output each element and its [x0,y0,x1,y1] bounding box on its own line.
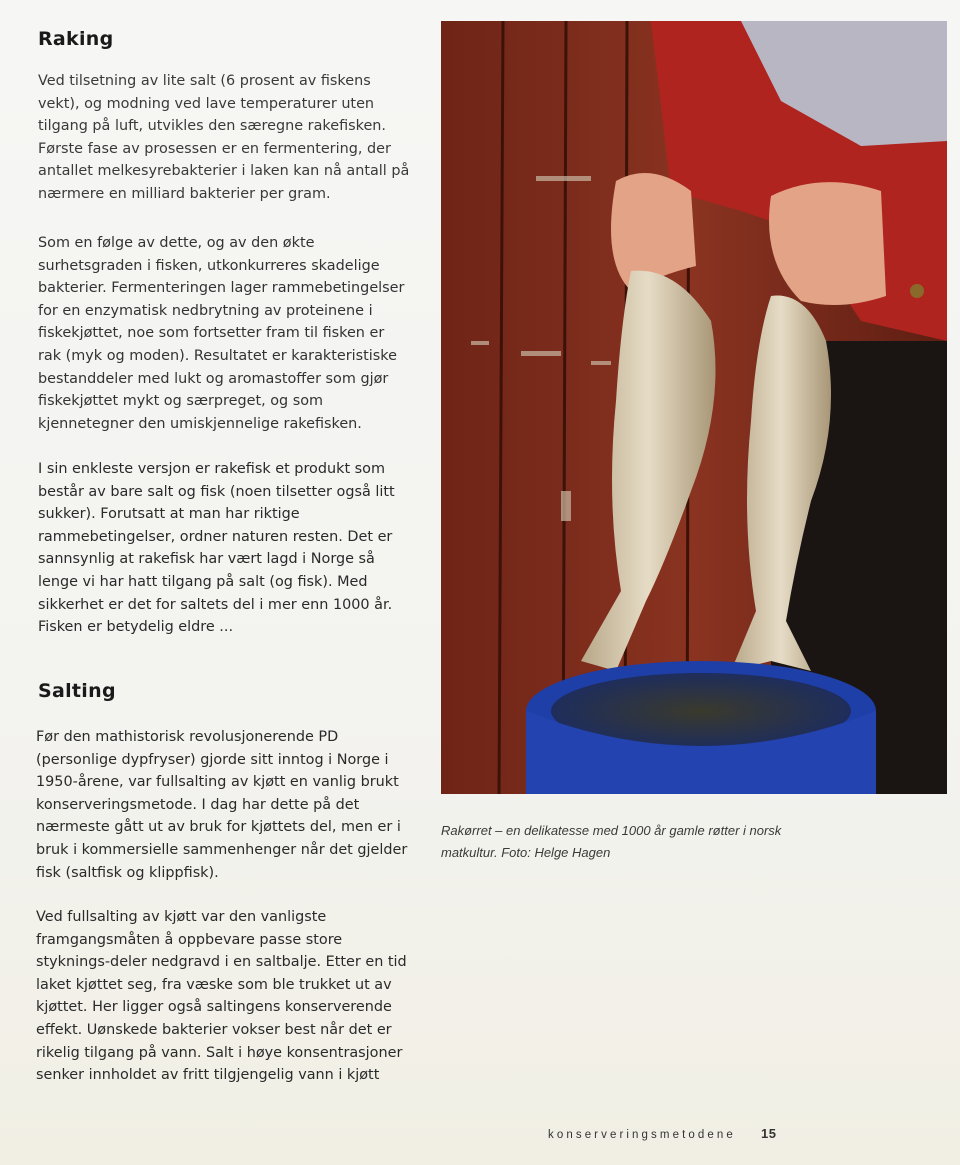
raking-paragraph-3: I sin enkleste versjon er rakefisk et produkt som består av bare salt og fisk (noen tilsetter også litt sukker). Forutsatt at man har riktige rammebetingelser, ordner naturen resten. Det er sannsynlig at rakefisk har vært lagd i Norge så lenge vi har hatt tilgang på salt (og fisk). Med sikkerhet er det for saltets del i mer enn 1000 år. Fisken er betydelig eldre ... [38,461,395,636]
salting-paragraph-1: Før den mathistorisk revolusjonerende PD (personlige dypfryser) gjorde sitt inntog i Norge i 1950-årene, var fullsalting av kjøtt en vanlig brukt konserveringsmetode. I dag har dette på det nærmeste gått ut av bruk for kjøttets del, men er i bruk i kommersielle sammenhenger når det gjelder fisk (saltfisk og klippfisk). [36,729,408,881]
footer-section-name: konserveringsmetodene [548,1129,736,1141]
page-number: 15 [761,1126,777,1141]
page-footer [548,1126,777,1141]
raking-paragraph-2: Som en følge av dette, og av den økte surhetsgraden i fisken, utkonkurreres skadelige bakterier. Fermenteringen lager rammebetingelser for en enzymatisk nedbrytning av proteinene i fiskekjøttet, noe som fortsetter fram til fisken er rak (myk og moden). Resultatet er karakteristiske bestanddeler med lukt og aromastoffer som gjør fiskekjøttet mykt og særpreget, og som kjennetegner den umiskjennelige rakefisken. [38,235,405,432]
photo-rakorret [441,21,947,794]
raking-heading: Raking [38,28,114,50]
salting-paragraph-2: Ved fullsalting av kjøtt var den vanligste framgangsmåten å oppbevare passe store styknings-deler nedgravd i en saltbalje. Etter en tid laket kjøttet seg, fra væske som ble trukket ut av kjøttet. Her ligger også saltingens konserverende effekt. Uønskede bakterier vokser best når det er rikelig tilgang på vann. Salt i høye konsentrasjoner senker innholdet av fritt tilgjengelig vann i kjøtt [36,909,407,1084]
photo-caption: Rakørret – en delikatesse med 1000 år gamle røtter i norsk matkultur. Foto: Helge Hagen [441,823,782,860]
photo-illustration [441,21,947,794]
raking-paragraph-1: Ved tilsetning av lite salt (6 prosent av fiskens vekt), og modning ved lave temperaturer uten tilgang på luft, utvikles den særegne rakefisken. Første fase av prosessen er en fermentering, der antallet melkesyrebakterier i laken kan nå antall på nærmere en milliard bakterier per gram. [38,73,410,202]
salting-heading: Salting [38,680,116,702]
